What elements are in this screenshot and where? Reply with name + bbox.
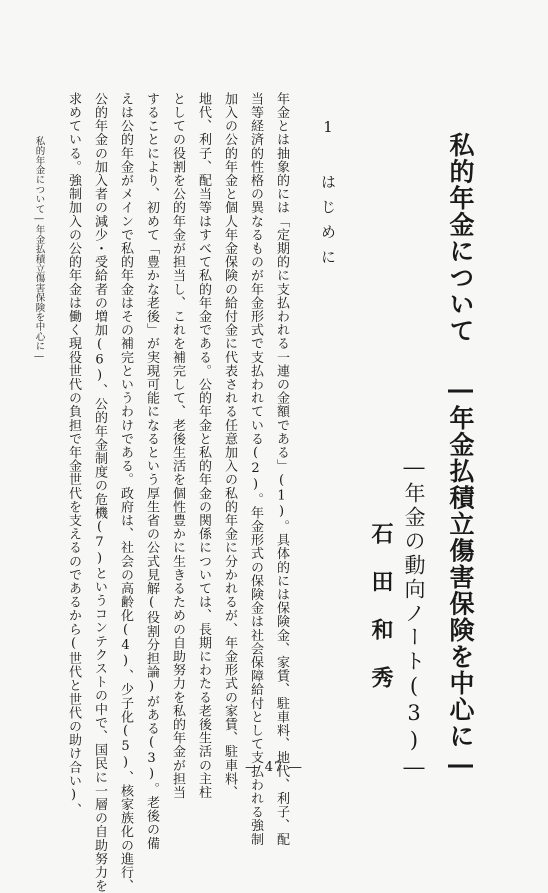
article-title: 私的年金について ―年金払積立傷害保険を中心に― — [446, 132, 475, 780]
body-line: 年金とは抽象的には「定期的に支払われる一連の金額である」(1)。具体的には保険金、家賃、駐車料、地代、利子、配 — [274, 92, 289, 846]
body-line: 求めている。強制加入の公的年金は働く現役世代の負担で年金世代を支えるのであるから(世代と世代の助け合い)、 — [66, 92, 81, 817]
body-line: 地代、利子、配当等はすべて私的年金である。公的年金と私的年金の関係については、長期にわたる老後生活の主柱 — [196, 92, 211, 800]
page-number: ― 47 ― — [245, 760, 303, 775]
author-name: 石田和秀 — [368, 522, 394, 714]
body-line: えは公的年金がメインで私的年金はその補完というわけである。政府は、社会の高齢化(4)、少子化(5)、核家族化の進行、 — [118, 92, 133, 893]
article-subtitle: ―年金の動向ノート(3)― — [402, 455, 426, 782]
body-line: 加入の公的年金と個人年金保険の給付金に代表される任意加入の私的年金に分かれるが、年金形式の家賃、駐車料、 — [222, 92, 237, 800]
body-line: 公的年金の加入者の減少・受給者の増加(6)、公的年金制度の危機(7)というコンテクストの中で、国民に一層の自助努力を — [92, 92, 107, 893]
running-header: 私的年金について―年金払積立傷害保険を中心に― — [33, 136, 45, 363]
section-heading: 1 はじめに — [319, 118, 337, 274]
body-line: 当等経済的性格の異なるものが年金形式で支払われている(2)。年金形式の保険金は社会保障給付として支払われる強制 — [248, 92, 263, 846]
body-line: することにより、初めて「豊かな老後」が実現可能になるという厚生省の公式見解(役割分担論)がある(3)。老後の備 — [144, 92, 159, 850]
body-line: としての役割を公的年金が担当し、これを補完して、老後生活を個性豊かに生きるための自助努力を私的年金が担当 — [170, 92, 185, 800]
